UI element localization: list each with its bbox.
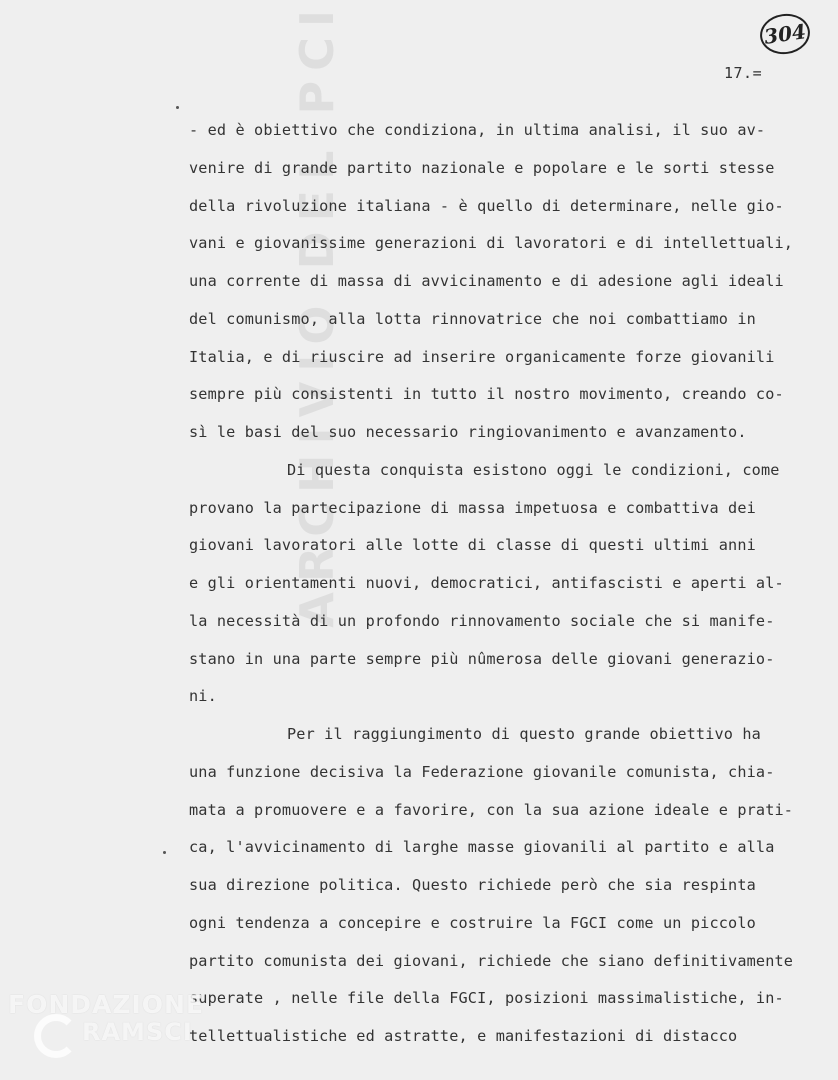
text-line: una corrente di massa di avvicinamento e di adesione agli ideali xyxy=(189,272,784,290)
text-line: una funzione decisiva la Federazione giovanile comunista, chia- xyxy=(189,762,775,781)
text-line: tellettualistiche ed astratte, e manifestazioni di distacco xyxy=(189,1027,738,1045)
text-line: superate , nelle file della FGCI, posizioni massimalistiche, in- xyxy=(189,989,784,1008)
text-line: della rivoluzione italiana - è quello di determinare, nelle gio- xyxy=(189,196,784,215)
typed-text-body xyxy=(189,112,838,1056)
text-line: stano in una parte sempre più nûmerosa delle giovani generazio- xyxy=(189,649,775,668)
text-line: venire di grande partito nazionale e popolare e le sorti stesse xyxy=(189,158,775,177)
text-line: sua direzione politica. Questo richiede però che sia respinta xyxy=(189,876,756,894)
text-line: la necessità di un profondo rinnovamento sociale che si manife- xyxy=(189,611,775,630)
text-line: ca, l'avvicinamento di larghe masse giovanili al partito e alla xyxy=(189,838,775,857)
ink-mark xyxy=(176,106,179,109)
page-number: 17.= xyxy=(724,64,763,82)
text-line: Italia, e di riuscire ad inserire organicamente forze giovanili xyxy=(189,347,775,366)
text-line: del comunismo, alla lotta rinnovatrice che noi combattiamo in xyxy=(189,309,756,328)
text-line: provano la partecipazione di massa impetuosa e combattiva dei xyxy=(189,498,756,517)
text-line: - ed è obiettivo che condiziona, in ultima analisi, il suo av- xyxy=(189,121,766,139)
vertical-watermark-text: ARCHIVIO DEL PCI xyxy=(290,0,344,628)
text-line: ni. xyxy=(189,687,217,706)
text-line: sempre più consistenti in tutto il nostro movimento, creando co- xyxy=(189,385,784,404)
text-line: ogni tendenza a concepire e costruire la FGCI come un piccolo xyxy=(189,913,756,932)
text-line: giovani lavoratori alle lotte di classe di questi ultimi anni xyxy=(189,536,756,555)
gramsci-g-logo-icon xyxy=(34,1014,78,1058)
text-line: mata a promuovere e a favorire, con la sua azione ideale e prati- xyxy=(189,800,794,819)
fondazione-gramsci-watermark xyxy=(8,990,205,1070)
watermark-line2: RAMSCI xyxy=(82,1018,193,1046)
watermark-line1: FONDAZIONE xyxy=(8,990,205,1019)
text-line: e gli orientamenti nuovi, democratici, antifascisti e aperti al- xyxy=(189,574,784,592)
text-line: vani e giovanissime generazioni di lavoratori e di intellettuali, xyxy=(189,234,794,253)
text-line: Per il raggiungimento di questo grande obiettivo ha xyxy=(287,725,761,743)
text-line: partito comunista dei giovani, richiede che siano definitivamente xyxy=(189,951,794,970)
text-line: Di questa conquista esistono oggi le condizioni, come xyxy=(287,460,780,479)
ink-mark xyxy=(163,851,166,854)
text-line: sì le basi del suo necessario ringiovanimento e avanzamento. xyxy=(189,423,747,441)
archive-stamp: 304 xyxy=(757,11,812,58)
